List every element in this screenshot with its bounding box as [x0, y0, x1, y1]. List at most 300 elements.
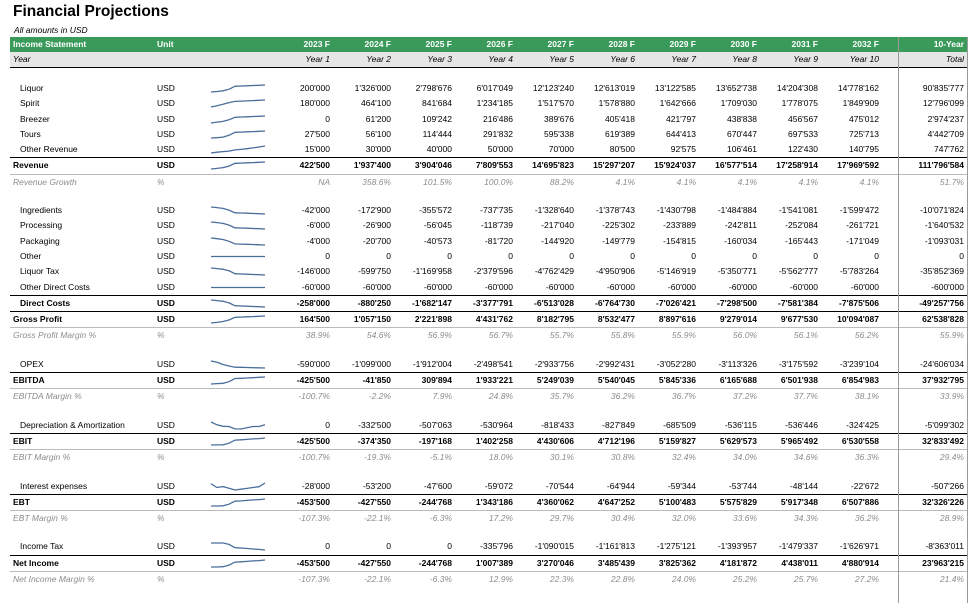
cell-year-4: 17.2%: [488, 513, 513, 524]
cell-year-5: 29.7%: [549, 513, 574, 524]
sparkline: [210, 221, 266, 230]
sparkline-series: [211, 422, 265, 429]
table-row-interest-expenses: [10, 479, 968, 494]
spacer-row: [10, 405, 968, 418]
cell-year-8: 56.0%: [732, 330, 757, 341]
row-unit: USD: [157, 541, 175, 552]
cell-year-9: 6'501'938: [780, 375, 818, 386]
cell-year-9: 34.6%: [793, 452, 818, 463]
cell-year-10: 27.2%: [854, 574, 879, 585]
row-label: EBIT Margin %: [13, 452, 71, 463]
table-row-depreciation-amortization: [10, 418, 968, 433]
cell-year-3: -60'000: [423, 281, 452, 292]
cell-year-6: -827'849: [602, 419, 635, 430]
year-col-9: Year 9: [793, 54, 818, 64]
sparkline: [210, 206, 266, 215]
cell-year-3: 2'221'898: [414, 314, 452, 325]
row-unit: USD: [157, 281, 175, 292]
cell-year-9: 14'204'308: [776, 83, 818, 93]
row-unit: %: [157, 391, 165, 402]
cell-year-7: 3'825'362: [658, 557, 696, 568]
cell-year-4: 1'402'258: [475, 435, 513, 446]
row-label: Other Direct Costs: [20, 281, 90, 292]
cell-year-1: -453'500: [296, 496, 330, 507]
table-row-ebitda: [10, 372, 968, 388]
cell-year-3: -355'572: [419, 205, 452, 216]
header-col-10: 2032 F: [852, 39, 879, 49]
cell-total: -49'257'756: [919, 297, 964, 308]
cell-total: -35'852'369: [920, 266, 964, 277]
cell-year-8: -242'811: [724, 220, 757, 231]
sparkline: [210, 161, 266, 170]
cell-year-3: 0: [447, 541, 452, 552]
cell-year-2: 1'937'400: [353, 160, 391, 171]
cell-year-5: 30.1%: [549, 452, 574, 463]
cell-year-6: 55.8%: [610, 330, 635, 341]
sparkline-series: [211, 543, 265, 550]
cell-year-2: 1'057'150: [353, 314, 391, 325]
cell-year-4: 18.0%: [488, 452, 513, 463]
row-unit: USD: [157, 235, 175, 246]
cell-year-5: -2'933'756: [534, 358, 574, 369]
cell-year-6: 1'578'880: [598, 98, 635, 109]
sparkline: [210, 115, 266, 124]
header-col-5: 2027 F: [547, 39, 574, 49]
cell-year-10: 6'507'886: [841, 496, 879, 507]
sparkline-series: [211, 268, 265, 275]
cell-year-2: 1'326'000: [354, 83, 391, 93]
cell-year-3: 40'000: [426, 144, 452, 155]
cell-year-3: 109'242: [422, 113, 452, 124]
header-row: [10, 37, 968, 52]
table-row-net-income-margin: [10, 571, 968, 587]
cell-year-9: 34.3%: [793, 513, 818, 524]
row-unit: USD: [157, 98, 175, 109]
cell-year-8: 34.0%: [732, 452, 757, 463]
cell-year-4: -2'379'596: [473, 266, 513, 277]
cell-year-5: 4'360'062: [536, 496, 574, 507]
cell-year-9: 1'778'075: [781, 98, 818, 109]
cell-year-2: 61'200: [365, 113, 391, 124]
cell-year-7: -154'815: [663, 235, 696, 246]
row-label: Processing: [20, 220, 63, 231]
row-unit: USD: [157, 435, 175, 446]
year-col-10: Year 10: [849, 54, 879, 64]
cell-year-3: -1'682'147: [412, 297, 452, 308]
cell-year-5: -144'920: [541, 235, 574, 246]
sparkline: [210, 315, 266, 324]
cell-year-8: -1'393'957: [717, 541, 757, 552]
cell-year-9: 37.7%: [793, 391, 818, 402]
row-label: Breezer: [20, 113, 50, 124]
sparkline-series: [211, 300, 265, 307]
row-unit: %: [157, 330, 165, 341]
cell-year-9: -165'443: [785, 235, 818, 246]
cell-year-3: 114'444: [422, 128, 452, 139]
cell-year-4: 1'933'221: [475, 375, 513, 386]
cell-year-5: 12'123'240: [532, 83, 574, 93]
cell-year-8: 1'709'030: [720, 98, 757, 109]
sparkline-series: [211, 377, 265, 384]
header-total: 10-Year: [933, 39, 964, 49]
cell-total: -600'000: [931, 281, 964, 292]
row-unit: USD: [157, 419, 175, 430]
sparkline-series: [211, 238, 265, 245]
cell-year-7: -60'000: [667, 281, 696, 292]
spacer-row: [10, 190, 968, 203]
cell-year-9: 697'533: [788, 128, 818, 139]
cell-year-7: 5'845'336: [658, 375, 696, 386]
table-right-border: [967, 37, 968, 603]
sparkline: [210, 130, 266, 139]
cell-year-2: 56'100: [365, 128, 391, 139]
cell-year-1: -107.3%: [298, 513, 330, 524]
cell-year-1: 164'500: [299, 314, 330, 325]
cell-year-3: 56.9%: [427, 330, 452, 341]
cell-year-5: 0: [569, 250, 574, 261]
cell-year-5: 595'338: [544, 128, 574, 139]
cell-year-7: 421'797: [666, 113, 696, 124]
total-column-divider: [898, 37, 899, 603]
cell-year-10: 36.3%: [854, 452, 879, 463]
cell-year-6: -1'378'743: [595, 205, 635, 216]
row-label: Depreciation & Amortization: [20, 419, 125, 430]
row-label: Packaging: [20, 235, 60, 246]
table-row-net-income: [10, 555, 968, 571]
cell-year-1: NA: [318, 176, 330, 187]
cell-year-6: 4.1%: [615, 176, 635, 187]
header-col-2: 2024 F: [364, 39, 391, 49]
cell-year-6: 15'297'207: [593, 160, 635, 171]
cell-year-10: -324'425: [846, 419, 879, 430]
cell-year-3: -6.3%: [429, 513, 452, 524]
cell-year-2: 54.6%: [366, 330, 391, 341]
cell-year-4: 4'431'762: [475, 314, 513, 325]
cell-year-8: 0: [752, 250, 757, 261]
cell-total: 33.9%: [939, 391, 964, 402]
row-label: Other Revenue: [20, 144, 78, 155]
table-row-liquor-tax: [10, 264, 968, 279]
cell-year-6: 405'418: [605, 113, 635, 124]
cell-year-3: -197'168: [418, 435, 452, 446]
table-row-ebit: [10, 433, 968, 449]
row-label: Tours: [20, 128, 41, 139]
sparkline: [210, 283, 266, 292]
cell-year-5: -70'544: [545, 480, 574, 491]
cell-year-9: -48'144: [789, 480, 818, 491]
cell-year-6: 5'540'045: [597, 375, 635, 386]
cell-year-3: -40'573: [423, 235, 452, 246]
cell-year-8: 25.2%: [732, 574, 757, 585]
cell-year-3: 3'904'046: [414, 160, 452, 171]
sparkline: [210, 84, 266, 93]
cell-year-1: -425'500: [296, 435, 330, 446]
cell-year-6: 30.8%: [610, 452, 635, 463]
sparkline: [210, 376, 266, 385]
table-row-ingredients: [10, 203, 968, 218]
header-col-7: 2029 F: [669, 39, 696, 49]
cell-total: 62'538'828: [922, 314, 964, 325]
table-row-packaging: [10, 234, 968, 249]
cell-year-6: 80'500: [609, 144, 635, 155]
cell-year-4: 100.0%: [484, 176, 513, 187]
cell-year-3: 7.9%: [432, 391, 452, 402]
cell-year-7: 1'642'666: [659, 98, 696, 109]
cell-year-6: 0: [630, 250, 635, 261]
sparkline: [210, 421, 266, 430]
cell-year-6: 4'647'252: [597, 496, 635, 507]
cell-year-5: -818'433: [541, 419, 574, 430]
sparkline-series: [211, 162, 265, 169]
cell-year-5: 55.7%: [549, 330, 574, 341]
cell-year-3: -56'045: [423, 220, 452, 231]
cell-year-9: 25.7%: [793, 574, 818, 585]
cell-year-2: -599'750: [358, 266, 391, 277]
row-label: Income Tax: [20, 541, 64, 552]
cell-year-5: -1'328'640: [534, 205, 574, 216]
row-unit: USD: [157, 314, 175, 325]
sparkline-series: [211, 438, 265, 445]
cell-total: 90'835'777: [922, 83, 964, 93]
cell-year-2: -172'900: [358, 205, 391, 216]
cell-total: 51.7%: [939, 176, 964, 187]
sparkline: [210, 559, 266, 568]
cell-year-3: -244'768: [418, 557, 452, 568]
cell-year-10: -1'626'971: [839, 541, 879, 552]
cell-year-1: -107.3%: [298, 574, 330, 585]
cell-year-10: 0: [874, 250, 879, 261]
row-unit: %: [157, 513, 165, 524]
cell-year-2: -2.2%: [368, 391, 391, 402]
year-col-8: Year 8: [732, 54, 757, 64]
row-label: Revenue Growth: [13, 176, 77, 187]
cell-year-5: 22.3%: [549, 574, 574, 585]
cell-total: 32'833'492: [922, 435, 964, 446]
table-row-ebt: [10, 494, 968, 510]
cell-year-3: 309'894: [421, 375, 452, 386]
cell-year-7: -233'889: [663, 220, 696, 231]
sparkline: [210, 437, 266, 446]
year-row: [10, 52, 968, 68]
cell-total: 37'932'795: [922, 375, 964, 386]
cell-year-7: 5'159'827: [658, 435, 696, 446]
cell-year-6: 619'389: [605, 128, 635, 139]
cell-year-10: -7'875'506: [839, 297, 879, 308]
row-label: OPEX: [20, 358, 44, 369]
cell-year-2: -427'550: [357, 496, 391, 507]
cell-year-8: 16'577'514: [715, 160, 757, 171]
cell-year-4: -3'377'791: [473, 297, 513, 308]
cell-total: 0: [959, 250, 964, 261]
table-row-tours: [10, 127, 968, 142]
sparkline-series: [211, 131, 265, 138]
sparkline: [210, 267, 266, 276]
row-unit: USD: [157, 557, 175, 568]
cell-year-1: 0: [325, 541, 330, 552]
row-unit: USD: [157, 250, 175, 261]
cell-year-4: 50'000: [487, 144, 513, 155]
cell-year-2: -22.1%: [364, 513, 391, 524]
cell-year-7: 13'122'585: [654, 83, 696, 93]
table-row-gross-profit: [10, 311, 968, 327]
cell-year-2: -427'550: [357, 557, 391, 568]
row-unit: USD: [157, 83, 175, 93]
cell-year-9: -7'581'384: [778, 297, 818, 308]
cell-year-1: -453'500: [296, 557, 330, 568]
cell-year-9: 9'677'530: [780, 314, 818, 325]
cell-year-5: 3'270'046: [536, 557, 574, 568]
cell-year-6: -64'944: [606, 480, 635, 491]
cell-year-10: -171'049: [846, 235, 879, 246]
row-unit: USD: [157, 113, 175, 124]
cell-total: 29.4%: [939, 452, 964, 463]
table-row-spirit: [10, 96, 968, 111]
cell-year-4: 1'007'389: [475, 557, 513, 568]
sparkline-series: [211, 560, 265, 567]
cell-year-7: 24.0%: [671, 574, 696, 585]
header-col-8: 2030 F: [730, 39, 757, 49]
cell-year-3: 0: [447, 250, 452, 261]
cell-year-8: 37.2%: [732, 391, 757, 402]
cell-total: 111'796'584: [918, 160, 964, 171]
cell-year-1: 15'000: [304, 144, 330, 155]
row-label: Net Income: [13, 557, 59, 568]
cell-year-1: -590'000: [297, 358, 330, 369]
cell-year-1: 27'500: [304, 128, 330, 139]
income-statement-table: [10, 37, 968, 587]
year-col-6: Year 6: [610, 54, 635, 64]
cell-year-9: 4'438'011: [781, 557, 818, 568]
cell-year-6: -4'950'906: [595, 266, 635, 277]
row-unit: USD: [157, 375, 175, 386]
cell-year-10: 1'849'909: [842, 98, 879, 109]
cell-year-7: 644'413: [666, 128, 696, 139]
cell-year-8: -5'350'771: [717, 266, 757, 277]
cell-year-5: 8'182'795: [536, 314, 574, 325]
cell-year-10: 17'969'592: [837, 160, 879, 171]
cell-year-2: -20'700: [362, 235, 391, 246]
cell-year-1: -146'000: [297, 266, 330, 277]
table-row-opex: [10, 357, 968, 372]
cell-year-3: -6.3%: [429, 574, 452, 585]
sparkline: [210, 237, 266, 246]
cell-year-7: 55.9%: [671, 330, 696, 341]
cell-total: 12'796'099: [922, 98, 964, 109]
cell-year-8: -3'113'326: [718, 358, 757, 369]
row-unit: USD: [157, 144, 175, 155]
cell-year-4: 1'343'186: [475, 496, 513, 507]
table-row-ebt-margin: [10, 510, 968, 526]
cell-year-4: -60'000: [484, 281, 513, 292]
sparkline-series: [211, 207, 265, 214]
cell-year-7: -3'052'280: [656, 358, 696, 369]
cell-total: -24'606'034: [920, 358, 964, 369]
row-label: Interest expenses: [20, 480, 88, 491]
cell-total: 21.4%: [939, 574, 964, 585]
cell-year-8: 106'461: [727, 144, 757, 155]
sparkline-series: [211, 85, 265, 92]
spacer-row: [10, 526, 968, 539]
cell-year-8: 13'652'738: [715, 83, 757, 93]
cell-year-3: -47'600: [423, 480, 452, 491]
cell-year-5: 4'430'606: [536, 435, 574, 446]
cell-year-1: 422'500: [299, 160, 330, 171]
cell-year-4: -530'964: [480, 419, 513, 430]
row-unit: USD: [157, 358, 175, 369]
cell-year-9: -252'084: [785, 220, 818, 231]
cell-year-3: -244'768: [418, 496, 452, 507]
table-body: [10, 68, 968, 587]
sparkline: [210, 482, 266, 491]
row-label: Revenue: [13, 160, 49, 171]
cell-year-8: -53'744: [728, 480, 757, 491]
cell-year-3: 101.5%: [423, 176, 452, 187]
cell-year-10: 6'530'558: [841, 435, 879, 446]
row-label: EBIT: [13, 435, 33, 446]
row-label: Net Income Margin %: [13, 574, 95, 585]
cell-year-4: 291'832: [483, 128, 513, 139]
cell-year-6: 8'532'477: [597, 314, 635, 325]
sparkline-series: [211, 361, 265, 368]
cell-year-8: 33.6%: [732, 513, 757, 524]
cell-year-9: -1'541'081: [778, 205, 818, 216]
header-unit: Unit: [157, 39, 174, 49]
cell-year-5: -60'000: [545, 281, 574, 292]
cell-year-9: 5'965'492: [780, 435, 818, 446]
cell-year-2: -60'000: [362, 281, 391, 292]
cell-year-7: -59'344: [667, 480, 696, 491]
page-title: Financial Projections: [13, 3, 169, 20]
table-row-other-direct-costs: [10, 280, 968, 295]
cell-year-8: 670'447: [727, 128, 757, 139]
cell-total: 55.9%: [939, 330, 964, 341]
cell-year-2: 30'000: [365, 144, 391, 155]
cell-year-4: 12.9%: [488, 574, 513, 585]
cell-year-9: 122'430: [788, 144, 818, 155]
cell-year-7: 8'897'616: [658, 314, 696, 325]
table-row-revenue: [10, 157, 968, 173]
row-unit: USD: [157, 266, 175, 277]
cell-year-1: -28'000: [301, 480, 330, 491]
row-label: EBT Margin %: [13, 513, 68, 524]
table-row-direct-costs: [10, 295, 968, 311]
cell-year-4: 1'234'185: [476, 98, 513, 109]
header-label: Income Statement: [13, 39, 87, 49]
year-total: Total: [945, 54, 964, 64]
cell-year-5: 88.2%: [549, 176, 574, 187]
sparkline-series: [211, 499, 265, 506]
cell-year-2: 0: [386, 250, 391, 261]
cell-year-8: 9'279'014: [719, 314, 757, 325]
cell-year-10: -22'672: [850, 480, 879, 491]
cell-year-10: 56.2%: [854, 330, 879, 341]
sparkline: [210, 145, 266, 154]
cell-total: -1'640'532: [924, 220, 964, 231]
row-label: Ingredients: [20, 205, 63, 216]
cell-year-9: -3'175'592: [778, 358, 818, 369]
row-unit: USD: [157, 496, 175, 507]
header-col-4: 2026 F: [486, 39, 513, 49]
cell-year-5: -6'513'028: [534, 297, 574, 308]
year-col-2: Year 2: [366, 54, 391, 64]
cell-year-6: -225'302: [602, 220, 635, 231]
cell-year-6: 22.8%: [610, 574, 635, 585]
cell-year-9: -1'479'337: [778, 541, 818, 552]
cell-year-4: -118'739: [480, 220, 513, 231]
sparkline-series: [211, 116, 265, 123]
sparkline: [210, 99, 266, 108]
cell-year-8: -60'000: [728, 281, 757, 292]
